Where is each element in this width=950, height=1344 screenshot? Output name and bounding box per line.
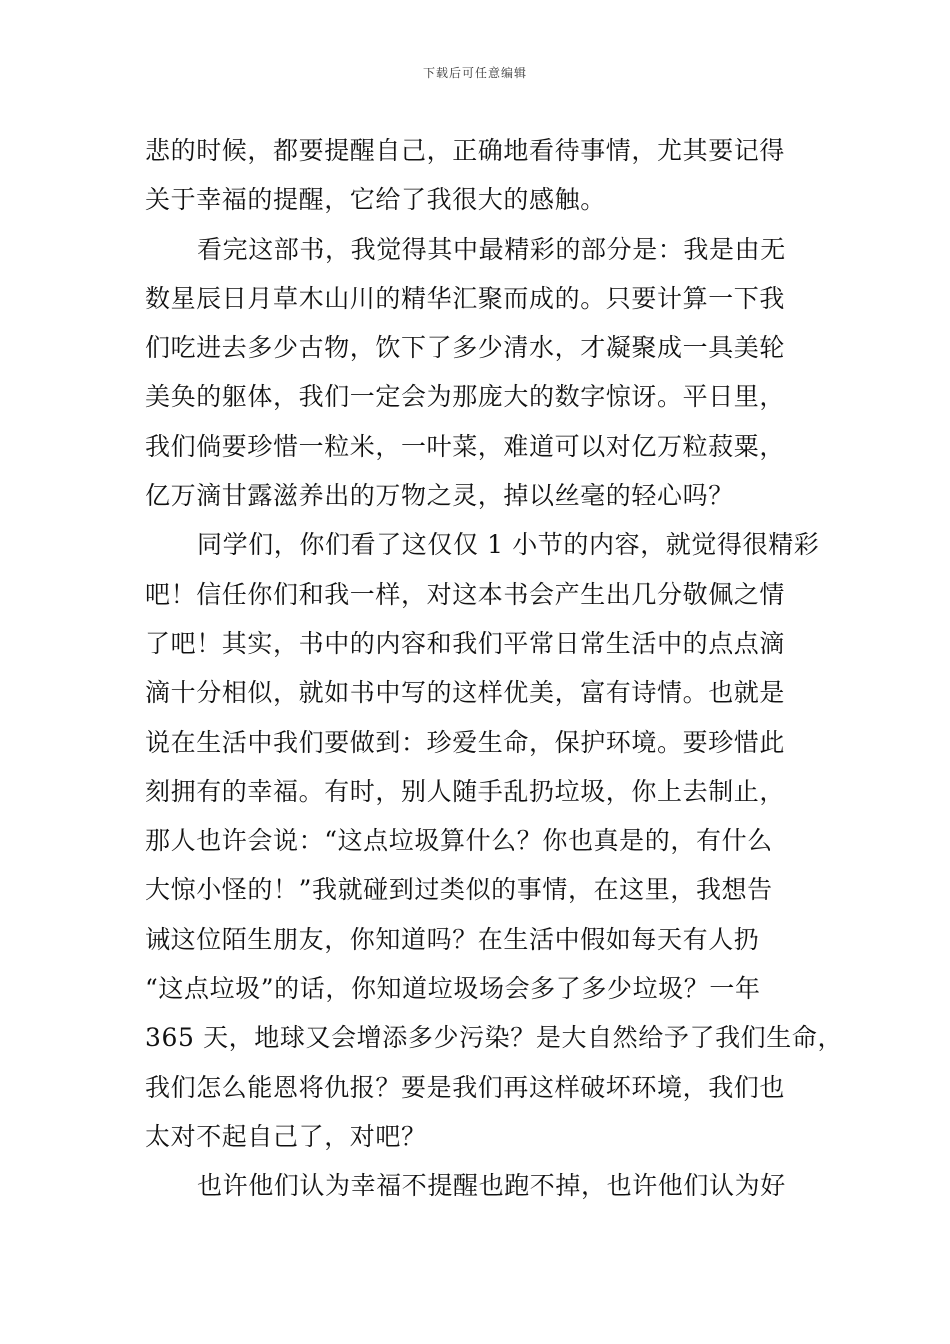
text-line: 365 天，地球又会增添多少污染？是大自然给予了我们生命， (145, 1023, 844, 1053)
paragraph-first-line: 也许他们认为幸福不提醒也跑不掉，也许他们认为好 (197, 1171, 786, 1201)
text-line: 吧！信任你们和我一样，对这本书会产生出几分敬佩之情 (145, 579, 786, 609)
text-line: 那人也许会说：“这点垃圾算什么？你也真是的，有什么 (145, 826, 773, 856)
text-line: “这点垃圾”的话，你知道垃圾场会多了多少垃圾？一年 (145, 974, 761, 1004)
text-line: 我们倘要珍惜一粒米，一叶菜，难道可以对亿万粒菽粟， (145, 431, 786, 461)
text-line: 悲的时候，都要提醒自己，正确地看待事情，尤其要记得 (145, 136, 786, 165)
text-line: 我们怎么能恩将仇报？要是我们再这样破坏环境，我们也 (145, 1072, 786, 1102)
text-line: 太对不起自己了，对吧？ (145, 1121, 427, 1151)
text-line: 说在生活中我们要做到：珍爱生命，保护环境。要珍惜此 (145, 727, 786, 757)
body-text (145, 126, 844, 1211)
paragraph-first-line: 同学们，你们看了这仅仅 1 小节的内容，就觉得很精彩 (197, 530, 820, 560)
text-line: 刻拥有的幸福。有时，别人随手乱扔垃圾，你上去制止， (145, 776, 786, 806)
text-line: 们吃进去多少古物，饮下了多少清水，才凝聚成一具美轮 (145, 333, 786, 363)
text-line: 美奂的躯体，我们一定会为那庞大的数字惊讶。平日里， (145, 382, 786, 412)
text-line: 诫这位陌生朋友，你知道吗？在生活中假如每天有人扔 (145, 924, 760, 954)
text-line: 数星辰日月草木山川的精华汇聚而成的。只要计算一下我 (145, 283, 786, 313)
text-line: 了吧！其实，书中的内容和我们平常日常生活中的点点滴 (145, 628, 786, 658)
text-line: 滴十分相似，就如书中写的这样优美，富有诗情。也就是 (145, 678, 786, 708)
page-header: 下载后可任意编辑 (422, 66, 527, 80)
text-line: 大惊小怪的！”我就碰到过类似的事情，在这里，我想告 (145, 875, 773, 905)
text-line: 关于幸福的提醒，它给了我很大的感触。 (145, 185, 606, 215)
paragraph-first-line: 看完这部书，我觉得其中最精彩的部分是：我是由无 (197, 234, 786, 264)
text-line: 亿万滴甘露滋养出的万物之灵，掉以丝毫的轻心吗？ (145, 481, 734, 511)
